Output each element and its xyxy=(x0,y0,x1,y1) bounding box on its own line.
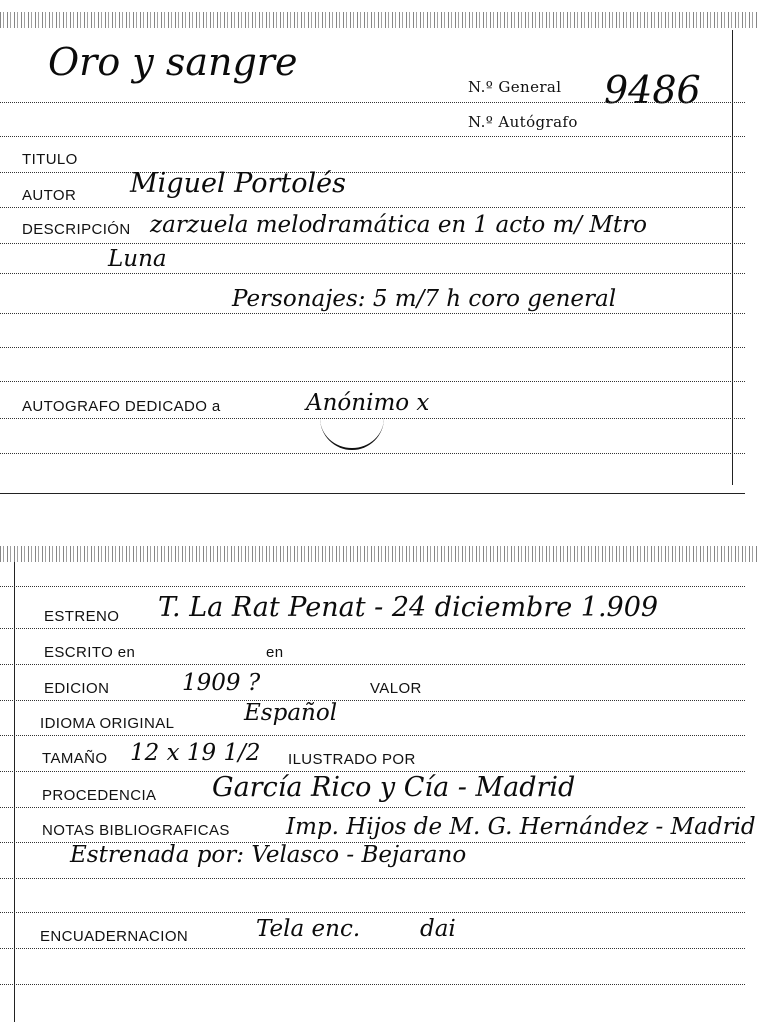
idioma-label: IDIOMA ORIGINAL xyxy=(40,715,175,732)
rule xyxy=(0,878,745,879)
idioma-value: Español xyxy=(244,700,338,726)
rule xyxy=(0,586,745,587)
rule xyxy=(0,984,745,985)
autor-value: Miguel Portolés xyxy=(130,168,346,199)
procedencia-label: PROCEDENCIA xyxy=(42,787,157,804)
rule xyxy=(0,136,745,137)
edicion-label: EDICION xyxy=(44,680,110,697)
rule xyxy=(0,948,745,949)
dedicado-value: Anónimo x xyxy=(306,390,430,416)
rule xyxy=(0,807,745,808)
notas-label: NOTAS BIBLIOGRAFICAS xyxy=(42,822,230,839)
descripcion-label: DESCRIPCIÓN xyxy=(22,221,131,238)
titulo-label: TITULO xyxy=(22,151,78,168)
handwritten-loop xyxy=(320,388,384,450)
rule xyxy=(0,453,745,454)
rule xyxy=(0,418,745,419)
card-border-right xyxy=(732,30,733,485)
estreno-label: ESTRENO xyxy=(44,608,120,625)
notas-line2: Estrenada por: Velasco - Bejarano xyxy=(70,842,467,868)
scan-noise-top xyxy=(0,546,759,562)
valor-label: VALOR xyxy=(370,680,422,697)
rule xyxy=(0,381,745,382)
tamano-value: 12 x 19 1/2 xyxy=(130,740,261,766)
encuadernacion-extra: dai xyxy=(420,916,456,942)
rule xyxy=(0,628,745,629)
estreno-value: T. La Rat Penat - 24 diciembre 1.909 xyxy=(158,592,659,623)
encuadernacion-value: Tela enc. xyxy=(256,916,361,942)
rule xyxy=(0,912,745,913)
descripcion-line2: Luna xyxy=(108,246,167,272)
autografo-number-label: N.º Autógrafo xyxy=(468,113,578,131)
rule xyxy=(0,273,745,274)
rule xyxy=(0,102,745,103)
general-number-value: 9486 xyxy=(604,68,701,112)
dedicado-label: AUTOGRAFO DEDICADO a xyxy=(22,398,221,415)
ilustrado-label: ILUSTRADO POR xyxy=(288,751,416,768)
rule xyxy=(0,700,745,701)
personajes-value: Personajes: 5 m/7 h coro general xyxy=(232,286,617,312)
catalog-card-back xyxy=(0,540,759,1028)
title-handwritten: Oro y sangre xyxy=(48,40,298,84)
escrito-en-label: en xyxy=(266,644,284,661)
card-bottom-edge xyxy=(0,493,745,494)
rule xyxy=(0,664,745,665)
encuadernacion-label: ENCUADERNACION xyxy=(40,928,189,945)
autor-label: AUTOR xyxy=(22,187,77,204)
general-number-label: N.º General xyxy=(468,78,562,96)
scan-noise-top xyxy=(0,12,759,28)
rule xyxy=(0,207,745,208)
rule xyxy=(0,347,745,348)
rule xyxy=(0,243,745,244)
card-border-left xyxy=(14,562,15,1022)
procedencia-value: García Rico y Cía - Madrid xyxy=(212,772,576,803)
catalog-card-front xyxy=(0,0,759,495)
rule xyxy=(0,313,745,314)
rule xyxy=(0,735,745,736)
escrito-label: ESCRITO en xyxy=(44,644,136,661)
notas-line1: Imp. Hijos de M. G. Hernández - Madrid xyxy=(286,814,756,840)
edicion-value: 1909 ? xyxy=(182,670,261,696)
tamano-label: TAMAÑO xyxy=(42,750,108,767)
rule xyxy=(0,172,745,173)
descripcion-line1: zarzuela melodramática en 1 acto m/ Mtro xyxy=(150,212,648,238)
